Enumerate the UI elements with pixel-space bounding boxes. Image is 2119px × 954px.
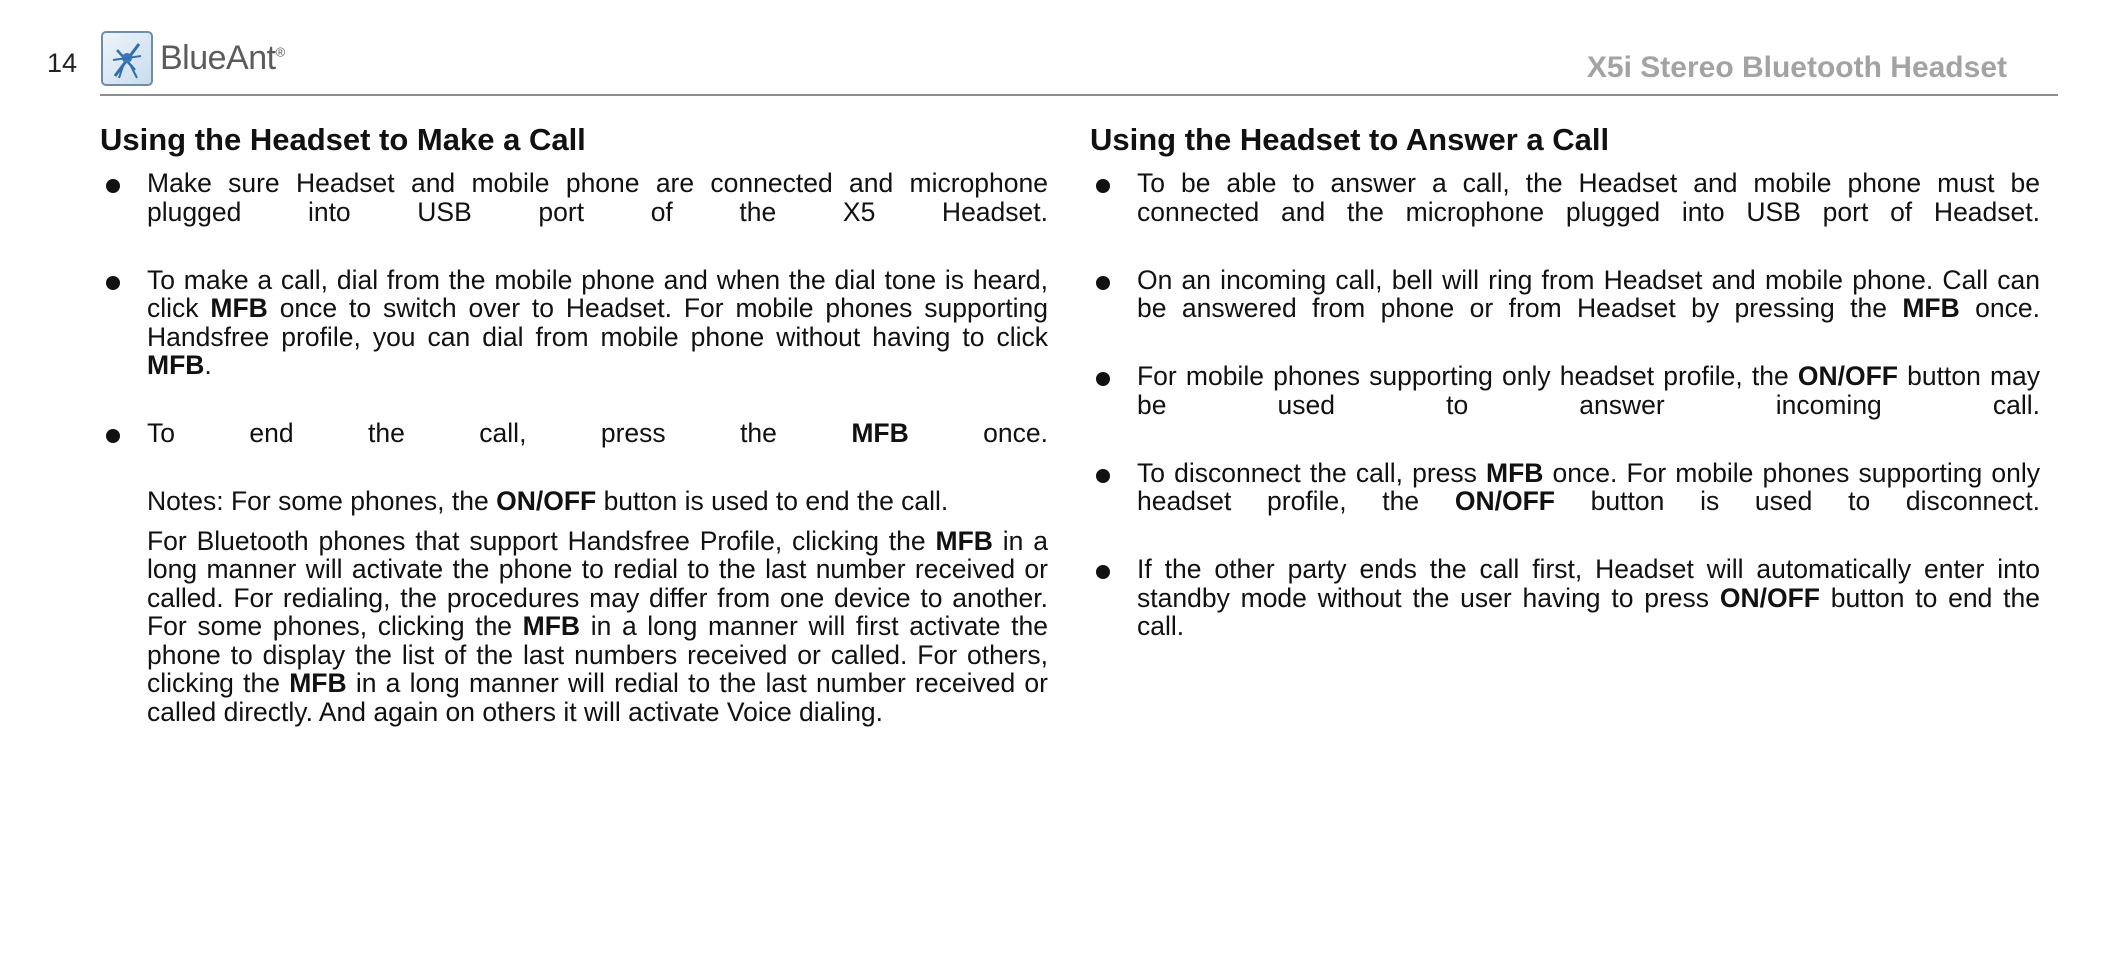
list-item: To make a call, dial from the mobile phone and when the dial tone is heard, click MFB once to switch over to Headset. For mobile phones supporting Handsfree profile, you can dial from mobile phone without having to click MFB. — [100, 266, 1048, 409]
note-paragraph: Notes: For some phones, the ON/OFF button is used to end the call. — [147, 486, 949, 516]
list-item: If the other party ends the call first, Headset will automatically enter into standby mode without the user having to press ON/OFF button to end the call. — [1090, 555, 2040, 669]
list-item: To be able to answer a call, the Headset and mobile phone must be connected and the microphone plugged into USB port of Headset. — [1090, 169, 2040, 255]
bullet-icon — [1096, 372, 1110, 386]
antenna-figure-icon — [101, 31, 153, 86]
page-number: 14 — [47, 48, 78, 78]
list-item: To end the call, press the MFB once. — [100, 419, 1048, 476]
list-item: Make sure Headset and mobile phone are connected and microphone plugged into USB port of the X5 Headset. — [100, 169, 1048, 255]
bullet-icon — [1096, 469, 1110, 483]
bullet-icon — [1096, 565, 1110, 579]
list-item: To disconnect the call, press MFB once. For mobile phones supporting only headset profile, the ON/OFF button is used to disconnect. — [1090, 459, 2040, 545]
bullet-icon — [1096, 276, 1110, 290]
bullet-icon — [106, 179, 120, 193]
section-heading: Using the Headset to Make a Call — [100, 122, 586, 157]
section-heading: Using the Headset to Answer a Call — [1090, 122, 1610, 157]
note-paragraph: For Bluetooth phones that support Handsfree Profile, clicking the MFB in a long manner will activate the phone to redial to the last number received or called. For redialing, the procedures may differ from one device to another. For some phones, clicking the MFB in a long manner will first activate the phone to display the list of the last numbers received or called. For others, clicking the MFB in a long manner will redial to the last number received or called directly. And again on others it will activate Voice dialing. — [147, 525, 1048, 727]
answer-call-section — [1090, 121, 2040, 680]
bullet-icon — [106, 429, 120, 443]
bullet-icon — [106, 276, 120, 290]
header-divider — [100, 94, 2058, 96]
list-item: For mobile phones supporting only headset profile, the ON/OFF button may be used to answer incoming call. — [1090, 362, 2040, 448]
logo-wordmark: BlueAnt® — [160, 39, 285, 77]
make-call-section — [100, 121, 1048, 737]
list-item: On an incoming call, bell will ring from Headset and mobile phone. Call can be answered from phone or from Headset by pressing the MFB once. — [1090, 266, 2040, 352]
brand-logo — [101, 31, 285, 86]
document-title: X5i Stereo Bluetooth Headset — [1586, 51, 2007, 84]
bullet-icon — [1096, 179, 1110, 193]
